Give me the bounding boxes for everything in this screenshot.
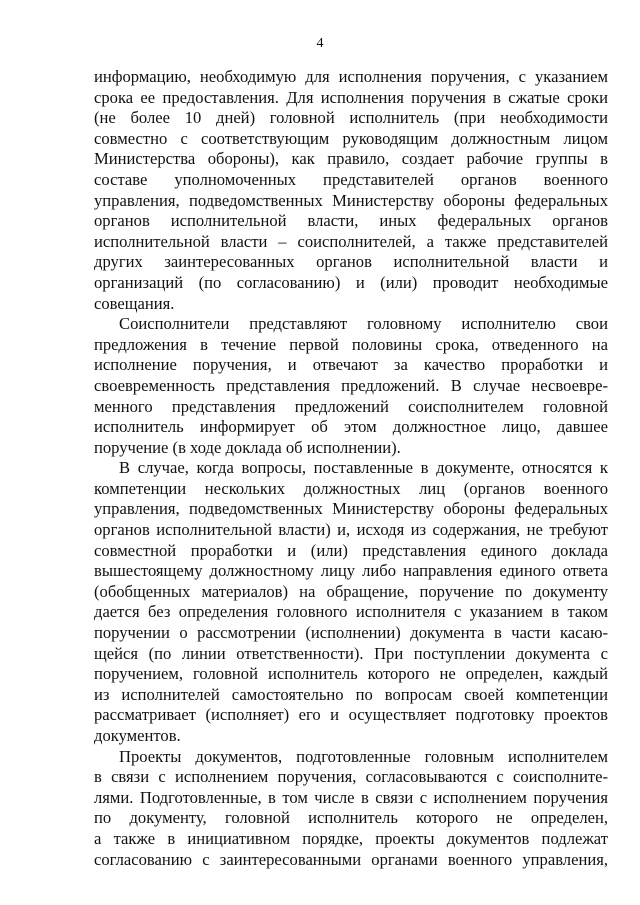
text-line: поручением, головной исполнитель которого не определен, каждый [94, 664, 608, 684]
text-line: компетенции нескольких должностных лиц (органов военного [94, 478, 608, 498]
page-number: 4 [316, 36, 324, 51]
text-line: срока ее предоставления. Для исполнения поручения в сжатые сроки [94, 87, 608, 107]
text-line: по документу, головной исполнитель которого не определен, [94, 808, 608, 828]
text-line: а также в инициативном порядке, проекты документов подлежат [94, 828, 608, 848]
text-line: совещания. [94, 293, 175, 313]
text-line: составе уполномоченных представителей органов военного [94, 169, 608, 189]
text-line: менного представления предложений соисполнителем головной [94, 396, 608, 416]
text-line: В случае, когда вопросы, поставленные в документе, относятся к [119, 458, 608, 478]
text-line: управления, подведомственных Министерству обороны федеральных [94, 190, 608, 210]
text-line: рассматривает (исполняет) его и осуществляет подготовку проектов [94, 705, 608, 725]
text-line: поручении о рассмотрении (исполнении) документа в части касаю- [94, 623, 608, 643]
text-line: совместной проработки и (или) представления единого доклада [94, 540, 608, 560]
text-line: из исполнителей самостоятельно по вопросам своей компетенции [94, 684, 608, 704]
text-line: предложения в течение первой половины срока, отведенного на [94, 334, 608, 354]
text-line: органов исполнительной власти, иных федеральных органов [94, 211, 608, 231]
text-line: исполнительной власти – соисполнителей, а также представителей [94, 231, 608, 251]
text-line: согласованию с заинтересованными органами военного управления, [94, 849, 608, 869]
text-line: Проекты документов, подготовленные головным исполнителем [119, 746, 608, 766]
text-line: дается без определения головного исполнителя с указанием в таком [94, 602, 608, 622]
text-line: организаций (по согласованию) и (или) проводит необходимые [94, 272, 608, 292]
text-line: других заинтересованных органов исполнительной власти и [94, 252, 608, 272]
text-line: исполнитель информирует об этом должностное лицо, давшее [94, 417, 608, 437]
text-line: управления, подведомственных Министерству обороны федеральных [94, 499, 608, 519]
text-line: щейся (по линии ответственности). При поступлении документа с [94, 643, 608, 663]
text-line: Министерства обороны), как правило, создает рабочие группы в [94, 149, 608, 169]
text-line: Соисполнители представляют головному исполнителю свои [119, 314, 608, 334]
text-line: информацию, необходимую для исполнения поручения, с указанием [94, 67, 608, 86]
text-line: (не более 10 дней) головной исполнитель (при необходимости [94, 108, 608, 128]
text-line: исполнение поручения, и отвечают за качество проработки и [94, 355, 608, 375]
text-line: документов. [94, 726, 181, 745]
text-line: поручение (в ходе доклада об исполнении). [94, 437, 401, 457]
text-line: совместно с соответствующим руководящим должностным лицом [94, 128, 608, 148]
document-body [94, 67, 608, 870]
text-line: органов исполнительной власти) и, исходя из содержания, не требуют [94, 520, 608, 540]
text-line: вышестоящему должностному лицу либо направления единого ответа [94, 561, 608, 581]
text-line: (обобщенных материалов) на обращение, поручение по документу [94, 581, 608, 601]
text-line: в связи с исполнением поручения, согласовываются с соисполните- [94, 767, 608, 787]
text-line: лями. Подготовленные, в том числе в связи с исполнением поручения [94, 787, 608, 807]
text-line: своевременность представления предложений. В случае несвоевре- [94, 375, 608, 395]
